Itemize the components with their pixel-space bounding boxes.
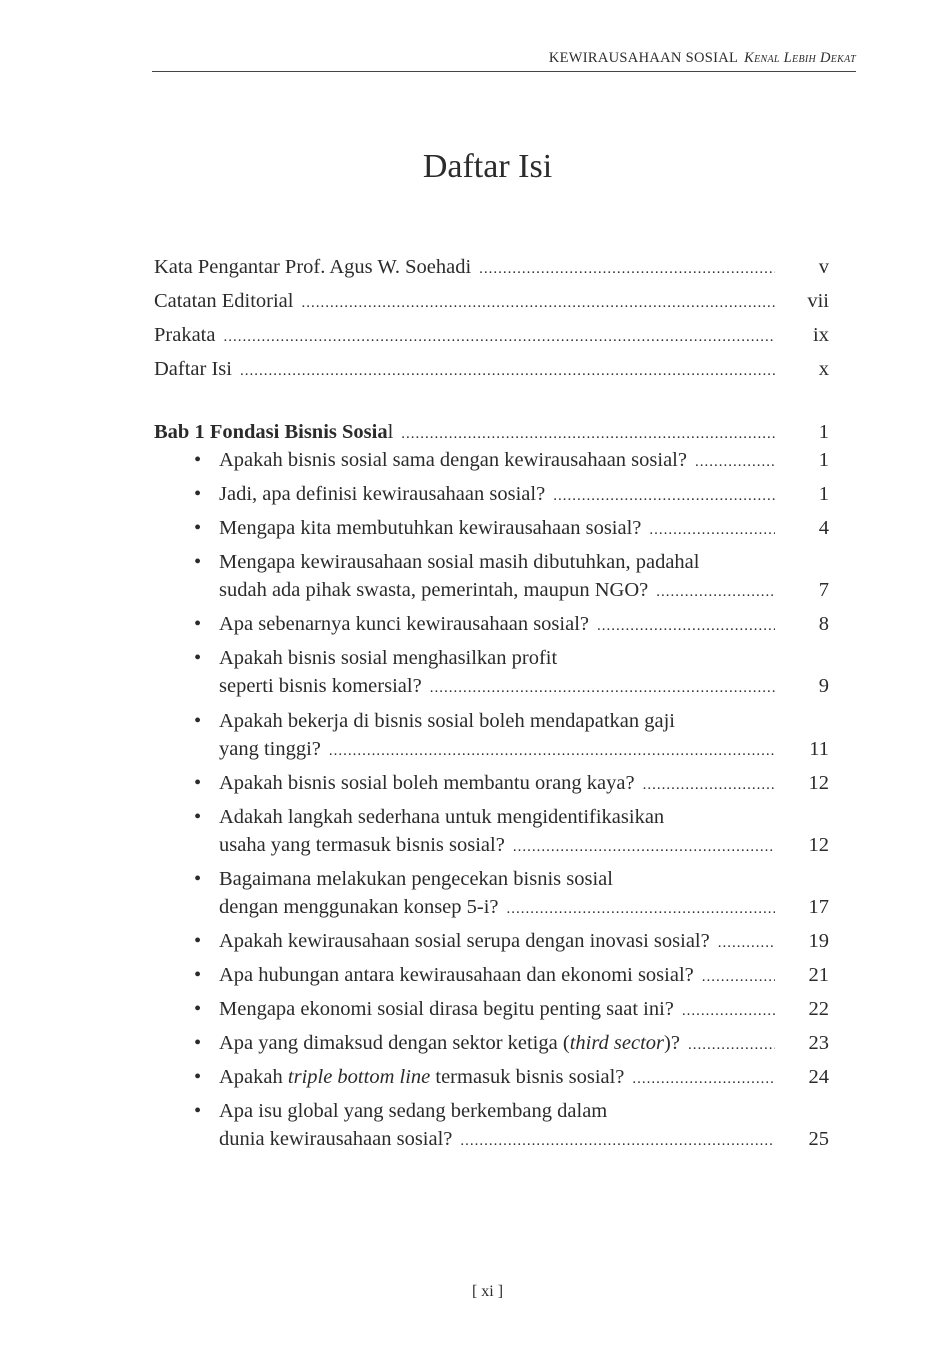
toc-item[interactable] xyxy=(194,707,829,765)
toc-page-number: 25 xyxy=(808,1128,829,1150)
page-title: Daftar Isi xyxy=(422,148,553,185)
toc-page-number: 23 xyxy=(808,1032,829,1054)
toc-item-label: Apakah kewirausahaan sosial serupa dengan inovasi sosial? xyxy=(219,930,710,952)
label-part: Apa yang dimaksud dengan sektor ketiga ( xyxy=(219,1032,570,1054)
toc-page-number: 24 xyxy=(808,1066,829,1088)
toc-entry-kata-pengantar[interactable] xyxy=(154,253,829,283)
toc-item-label: Jadi, apa definisi kewirausahaan sosial? xyxy=(219,483,546,505)
toc-entry-prakata[interactable] xyxy=(154,321,829,351)
toc-entry-label: Daftar Isi xyxy=(154,358,232,380)
toc-item[interactable] xyxy=(194,803,829,861)
bullet-icon: • xyxy=(194,964,202,986)
toc-item[interactable] xyxy=(194,446,829,476)
toc-page-number: 12 xyxy=(808,834,829,856)
toc-page-number: 4 xyxy=(818,517,829,539)
dot-leader xyxy=(507,895,775,923)
toc-page-number: 19 xyxy=(808,930,829,952)
toc-entry-catatan-editorial[interactable] xyxy=(154,287,829,317)
toc-entry-label: Prakata xyxy=(154,324,216,346)
dot-leader xyxy=(688,1031,775,1059)
dot-leader xyxy=(643,771,775,799)
bullet-icon: • xyxy=(194,710,202,732)
dot-leader xyxy=(597,612,775,640)
dot-leader xyxy=(649,516,775,544)
toc-page-number: 9 xyxy=(818,675,829,697)
toc-item[interactable] xyxy=(194,514,829,544)
toc-item-label-line1: Apakah bekerja di bisnis sosial boleh mendapatkan gaji xyxy=(219,710,676,732)
toc-item-label: Apakah bisnis sosial sama dengan kewirausahaan sosial? xyxy=(219,449,687,471)
toc-item[interactable] xyxy=(194,480,829,510)
toc-item-label-line2: usaha yang termasuk bisnis sosial? xyxy=(219,834,505,856)
dot-leader xyxy=(513,833,775,861)
toc-page-number: 17 xyxy=(808,896,829,918)
dot-leader xyxy=(702,963,775,991)
label-part: termasuk bisnis sosial? xyxy=(430,1066,625,1088)
toc-item[interactable] xyxy=(194,769,829,799)
chapter-label xyxy=(154,418,393,446)
toc-page-number: 21 xyxy=(808,964,829,986)
toc-item-label-line2: yang tinggi? xyxy=(219,738,321,760)
bullet-icon: • xyxy=(194,998,202,1020)
dot-leader xyxy=(401,420,775,448)
toc-item[interactable] xyxy=(194,548,829,606)
label-italic: third sector xyxy=(569,1032,665,1054)
dot-leader xyxy=(460,1127,775,1155)
chapter-label-bold: Bab 1 Fondasi Bisnis Sosia xyxy=(154,421,388,443)
toc-item-label-line1: Apakah bisnis sosial menghasilkan profit xyxy=(219,647,558,669)
toc-item-label-line2: sudah ada pihak swasta, pemerintah, maupun NGO? xyxy=(219,579,649,601)
toc-page-number: 11 xyxy=(809,738,829,760)
dot-leader xyxy=(632,1065,775,1093)
page-number: [ xi ] xyxy=(471,1283,504,1300)
toc-item-label: Mengapa kita membutuhkan kewirausahaan sosial? xyxy=(219,517,642,539)
toc-page-number: 1 xyxy=(818,449,829,471)
dot-leader xyxy=(223,323,775,351)
toc-page-number: 1 xyxy=(818,483,829,505)
bullet-icon: • xyxy=(194,449,202,471)
label-part: Apakah xyxy=(219,1066,288,1088)
toc-item-label-line2: dunia kewirausahaan sosial? xyxy=(219,1128,453,1150)
toc-item-label-line1: Bagaimana melakukan pengecekan bisnis sosial xyxy=(219,868,613,890)
bullet-icon: • xyxy=(194,868,202,890)
toc-entry-label: Catatan Editorial xyxy=(154,290,294,312)
toc-item-label xyxy=(219,1063,624,1091)
book-subtitle: Kenal Lebih Dekat xyxy=(744,50,856,66)
header-rule xyxy=(152,71,856,72)
toc-item-label-line1: Adakah langkah sederhana untuk mengidentifikasikan xyxy=(219,806,665,828)
bullet-icon: • xyxy=(194,1100,202,1122)
bullet-icon: • xyxy=(194,483,202,505)
toc-entry-daftar-isi[interactable] xyxy=(154,355,829,385)
dot-leader xyxy=(479,255,775,283)
toc-page-number: 7 xyxy=(818,579,829,601)
toc-item-label xyxy=(219,1029,680,1057)
dot-leader xyxy=(682,997,775,1025)
dot-leader xyxy=(553,482,775,510)
dot-leader xyxy=(695,448,775,476)
chapter-label-rest: l xyxy=(387,421,394,443)
dot-leader xyxy=(301,289,775,317)
bullet-icon: • xyxy=(194,613,202,635)
toc-item[interactable] xyxy=(194,865,829,923)
bullet-icon: • xyxy=(194,930,202,952)
toc-page-number: 12 xyxy=(808,772,829,794)
toc-item[interactable] xyxy=(194,610,829,640)
bullet-icon: • xyxy=(194,806,202,828)
toc-page-number: v xyxy=(818,256,829,278)
dot-leader xyxy=(240,357,775,385)
toc-item[interactable] xyxy=(194,961,829,991)
toc-item[interactable] xyxy=(194,1097,829,1155)
toc-item-label-line1: Apa isu global yang sedang berkembang dalam xyxy=(219,1100,608,1122)
toc-item[interactable] xyxy=(194,1063,829,1093)
toc-item-label: Apakah bisnis sosial boleh membantu orang kaya? xyxy=(219,772,635,794)
toc-page-number: 1 xyxy=(818,421,829,443)
toc-chapter-1[interactable] xyxy=(154,418,829,448)
toc-item-label: Mengapa ekonomi sosial dirasa begitu penting saat ini? xyxy=(219,998,674,1020)
bullet-icon: • xyxy=(194,551,202,573)
toc-page-number: ix xyxy=(813,324,829,346)
toc-item[interactable] xyxy=(194,644,829,702)
toc-item-label: Apa sebenarnya kunci kewirausahaan sosial? xyxy=(219,613,589,635)
label-italic: triple bottom line xyxy=(287,1066,431,1088)
toc-page-number: vii xyxy=(807,290,829,312)
bullet-icon: • xyxy=(194,1066,202,1088)
dot-leader xyxy=(656,578,775,606)
toc-item[interactable] xyxy=(194,995,829,1025)
toc-page-number: 8 xyxy=(818,613,829,635)
toc-item-label-line2: dengan menggunakan konsep 5-i? xyxy=(219,896,499,918)
bullet-icon: • xyxy=(194,772,202,794)
book-title: KEWIRAUSAHAAN SOSIAL xyxy=(548,50,739,66)
bullet-icon: • xyxy=(194,647,202,669)
label-part: )? xyxy=(664,1032,680,1054)
dot-leader xyxy=(329,737,775,765)
toc-page-number: 22 xyxy=(808,998,829,1020)
bullet-icon: • xyxy=(194,517,202,539)
toc-item[interactable] xyxy=(194,927,829,957)
running-header xyxy=(152,50,856,67)
toc-item-label: Apa hubungan antara kewirausahaan dan ekonomi sosial? xyxy=(219,964,694,986)
toc-item-label-line1: Mengapa kewirausahaan sosial masih dibutuhkan, padahal xyxy=(219,551,700,573)
dot-leader xyxy=(718,929,775,957)
bullet-icon: • xyxy=(194,1032,202,1054)
toc-item[interactable] xyxy=(194,1029,829,1059)
toc-item-label-line2: seperti bisnis komersial? xyxy=(219,675,422,697)
toc-entry-label: Kata Pengantar Prof. Agus W. Soehadi xyxy=(154,256,472,278)
toc-page-number: x xyxy=(818,358,829,380)
dot-leader xyxy=(430,674,775,702)
